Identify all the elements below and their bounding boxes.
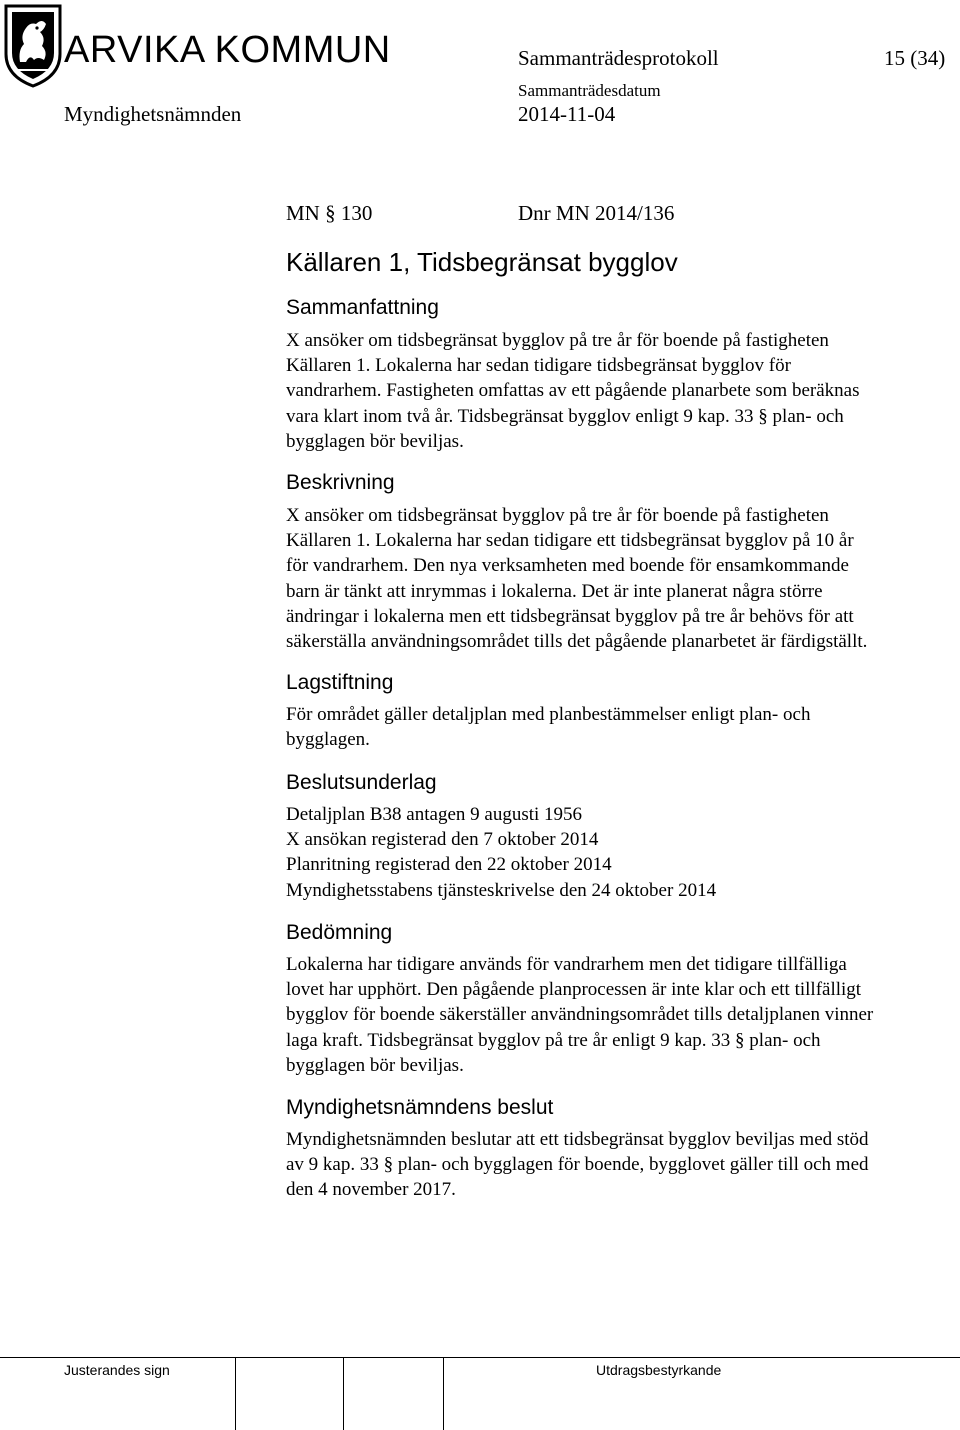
section-body-board-decision: [286, 1127, 951, 1203]
text-line: för vandrarhem. Den nya verksamheten med boende för ensamkommande: [286, 555, 849, 577]
text-line: av 9 kap. 33 § plan- och bygglagen för boende, bygglovet gäller till och med: [286, 1154, 869, 1176]
diary-number: Dnr MN 2014/136: [518, 201, 675, 225]
text-line: bygglagen.: [286, 729, 370, 751]
signature-label: Justerandes sign: [64, 1362, 170, 1378]
section-heading-legislation: Lagstiftning: [286, 671, 394, 694]
text-line: X ansöker om tidsbegränsat bygglov på tre år för boende på fastigheten: [286, 330, 829, 351]
text-line: vara klart inom två år. Tidsbegränsat bygglov enligt 9 kap. 33 § plan- och: [286, 405, 844, 427]
section-heading-summary: Sammanfattning: [286, 296, 439, 319]
org-logo-text: ARVIKA KOMMUN: [64, 29, 391, 71]
section-heading-description: Beskrivning: [286, 471, 395, 494]
text-line: laga kraft. Tidsbegränsat bygglov på tre år enligt 9 kap. 33 § plan- och: [286, 1029, 821, 1051]
text-line: Lokalerna har tidigare används för vandrarhem men det tidigare tillfälliga: [286, 954, 847, 975]
section-heading-assessment: Bedömning: [286, 921, 393, 944]
committee-name: Myndighetsnämnden: [64, 102, 242, 126]
signature-box-divider: [235, 1357, 236, 1430]
section-heading-decision-basis: Beslutsunderlag: [286, 771, 437, 794]
list-item: Myndighetsstabens tjänsteskrivelse den 24 oktober 2014: [286, 879, 717, 901]
list-item: Detaljplan B38 antagen 9 augusti 1956: [286, 804, 583, 825]
section-heading-board-decision: Myndighetsnämndens beslut: [286, 1096, 554, 1119]
text-line: bygglagen bör beviljas.: [286, 1054, 464, 1076]
text-line: ändringar i lokalerna men ett tidsbegränsat bygglov på tre år behövs för att: [286, 605, 854, 627]
text-line: säkerställa användningsområdet tills det pågående planarbetet är färdigställt.: [286, 631, 868, 653]
section-body-decision-basis: [286, 802, 951, 903]
meeting-date: 2014-11-04: [518, 102, 616, 126]
text-line: X ansöker om tidsbegränsat bygglov på tre år för boende på fastigheten: [286, 505, 829, 526]
section-body-legislation: [286, 702, 951, 752]
text-line: vandrarhem. Fastigheten omfattas av ett pågående planarbete som beräknas: [286, 380, 860, 402]
section-body-summary: [286, 328, 951, 454]
text-line: lovet har upphört. Den pågående planprocessen är inte klar och ett tillfälligt: [286, 979, 862, 1001]
municipal-coat-of-arms-icon: [4, 4, 62, 88]
extract-certification-label: Utdragsbestyrkande: [596, 1362, 722, 1378]
section-body-assessment: [286, 952, 951, 1078]
document-type: Sammanträdesprotokoll: [518, 46, 719, 70]
signature-box-divider: [343, 1357, 344, 1430]
text-line: barn är tänkt att inrymmas i lokalerna. Det är inte planerat några större: [286, 580, 823, 602]
list-item: Planritning registerad den 22 oktober 2014: [286, 854, 612, 876]
text-line: Myndighetsnämnden beslutar att ett tidsbegränsat bygglov beviljas med stöd: [286, 1129, 869, 1150]
case-number: MN § 130: [286, 201, 373, 225]
footer-divider: [0, 1357, 960, 1358]
text-line: den 4 november 2017.: [286, 1179, 456, 1201]
text-line: bygglov för boende säkerställer användningsområdet tills detaljplanen vinner: [286, 1004, 874, 1026]
text-line: För området gäller detaljplan med planbestämmelser enligt plan- och: [286, 704, 811, 725]
page-number: 15 (34): [884, 46, 946, 70]
list-item: X ansökan registerad den 7 oktober 2014: [286, 829, 599, 851]
section-body-description: [286, 503, 951, 654]
signature-box-divider: [443, 1357, 444, 1430]
text-line: Källaren 1. Lokalerna har sedan tidigare ett tidsbegränsat bygglov på 10 år: [286, 530, 854, 552]
text-line: bygglagen bör beviljas.: [286, 430, 464, 452]
meeting-date-label: Sammanträdesdatum: [518, 81, 661, 100]
text-line: Källaren 1. Lokalerna har sedan tidigare tidsbegränsat bygglov för: [286, 355, 791, 377]
case-title: Källaren 1, Tidsbegränsat bygglov: [286, 247, 678, 277]
